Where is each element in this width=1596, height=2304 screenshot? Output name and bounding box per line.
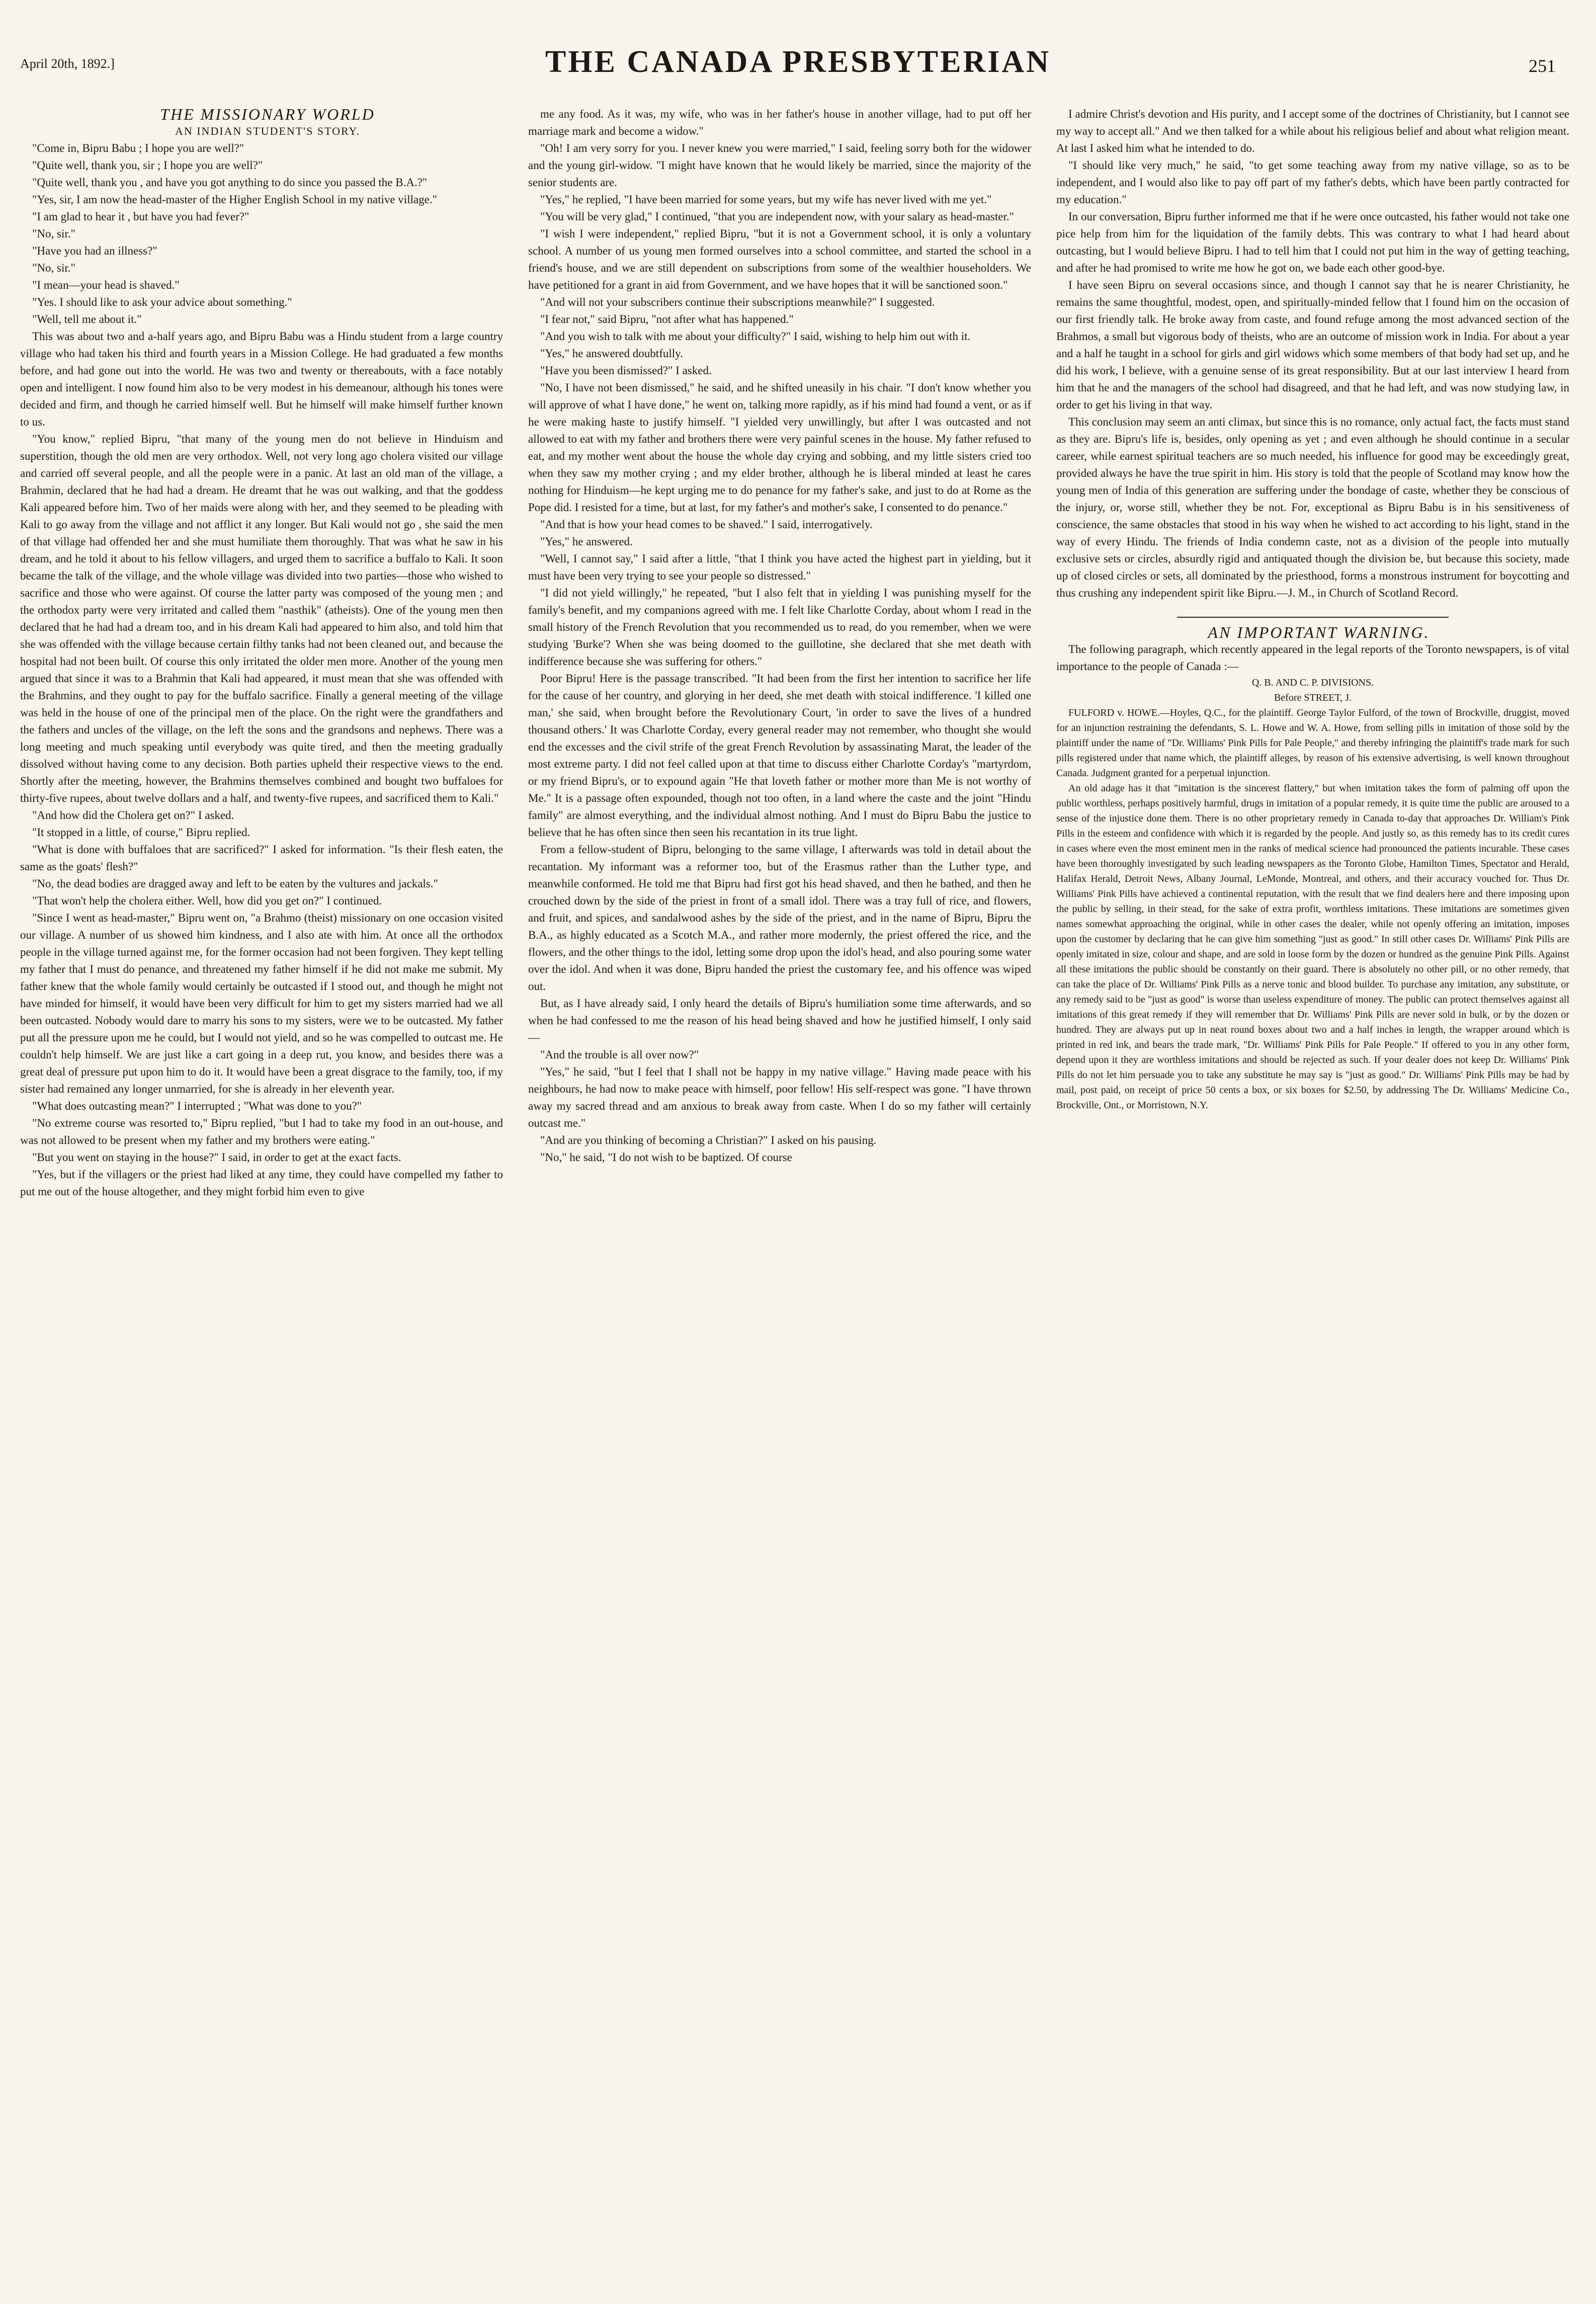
paragraph: "And that is how your head comes to be shaved." I said, interrogatively. [540, 518, 873, 531]
paragraph: "Yes," he answered. [540, 535, 633, 548]
paragraph: "Yes, but if the villagers or the priest had liked at any time, they could have compelled my father to put me out of the house altogether, and they might forbid him even to give [20, 1168, 503, 1198]
paragraph: "And you wish to talk with me about your difficulty?" I said, wishing to help him out with it. [540, 330, 971, 343]
section-title-important-warning: AN IMPORTANT WARNING. [1208, 623, 1430, 641]
paragraph: "I did not yield willingly," he repeated, "but I also felt that in yielding I was punishing myself for the family's benefit, and my companions agreed with me. I felt like Charlotte Corday, about whom I read in the small history of the French Revolution that you recommended us to read, do you remember, when we were studying 'Burke'? When she was being doomed to the guillotine, she declared that she met death with indifference because she was suffering for others." [528, 587, 1031, 668]
paragraph: "Since I went as head-master," Bipru went on, "a Brahmo (theist) missionary on one occasion visited our village. A number of us showed him kindness, and I also ate with him. At once all the orthodox people in the village turned against me, for the former occasion had not been forgiven. They kept telling my father that I must do penance, and threatened my father himself if he did not make me submit. My father knew that the whole family would certainly be outcasted if I stood out, and though he might not have minded for himself, it would have been very difficult for him to get my sisters married had we all been outcasted. Nobody would dare to marry his sons to my sisters, were we to be outcasted. My father put all the pressure upon me he could, but I would not yield, and so he was compelled to outcast me. He couldn't help himself. We are just like a cart going in a deep rut, you know, and besides there was a great deal of pressure put upon him to do it. It would have been a great disgrace to the family, too, if my sister had remained any longer unmarried, for she is already in her eleventh year. [20, 912, 503, 1095]
paragraph: "No extreme course was resorted to," Bipru replied, "but I had to take my food in an out-house, and was not allowed to be present when my father and my brothers were eating." [20, 1117, 503, 1146]
column-1 [20, 106, 503, 2284]
paragraph: "Quite well, thank you, sir ; I hope you are well?" [32, 159, 263, 172]
paragraph: "I fear not," said Bipru, "not after what has happened." [540, 313, 794, 325]
paragraph: "I wish I were independent," replied Bipru, "but it is not a Government school, it is only a voluntary school. A number of us young men formed ourselves into a school committee, and started the school in a friend's house, and we are still dependent on subscriptions from some of the wealthier householders. We have petitioned for a grant in aid from Government, and we have hopes that it will be sanctioned soon." [528, 227, 1031, 291]
masthead [20, 30, 1576, 80]
paragraph: "But you went on staying in the house?" I said, in order to get at the exact facts. [32, 1151, 401, 1164]
paragraph: "You will be very glad," I continued, "that you are independent now, with your salary as head-master." [540, 210, 1015, 223]
paragraph: "And how did the Cholera get on?" I asked. [32, 809, 234, 821]
paragraph: "I mean—your head is shaved." [32, 279, 180, 291]
paragraph: "Come in, Bipru Babu ; I hope you are well?" [32, 142, 244, 154]
paragraph: "You know," replied Bipru, "that many of the young men do not believe in Hinduism and superstition, though the old men are very orthodox. Well, not very long ago cholera visited our village and carried off several people, and all the people were in a panic. At last an old man of the village, a Brahmin, declared that he had had a dream. He dreamt that he was out walking, and that the goddess Kali appeared before him. Two of her maids were along with her, and they seemed to be pleading with Kali to go away from the village and not afflict it any longer. But Kali would not go , she said the men of that village had offended her and she must humiliate them thoroughly. That was what he saw in his dream, and he told it about to his fellow villagers, and urged them to sacrifice a buffalo to Kali. It soon became the talk of the village, and the whole village was divided into two parties—those who wished to sacrifice and those who were against. Of course the latter party was composed of the young men ; and the orthodox party were very irritated and called them "nasthik" (atheists). One of the young men then declared that he had had a dream too, and in his dream Kali had appeared to him also, and told him that she was offended with the village because certain filthy tanks had not been cleaned out, and because the hospital had not been built. Of course this only irritated the older men more. Another of the young men argued that since it was to a Brahmin that Kali had appeared, it must mean that she was offended with the Brahmins, and they ought to pay for the buffalo sacrifice. Finally a general meeting of the village was held in the house of one of the principal men of the place. On the right were the grandfathers and the fathers and uncles of the village, on the left the sons and the grandsons and nephews. There was a long meeting and much speaking until everybody was quite tired, and then the meeting gradually dissolved without having come to any decision. Both parties upheld their respective views to the end. Shortly after the meeting, however, the Brahmins themselves combined and bought two buffaloes for thirty-five rupees, about twelve dollars and a half, and twenty-five rupees, and sacrificed them to Kali." [20, 433, 503, 804]
paragraph: "Yes," he answered doubtfully. [540, 347, 683, 360]
paragraph: "Oh! I am very sorry for you. I never knew you were married," I said, feeling sorry both for the widower and the young girl-widow. "I might have known that he would likely be married, since the majority of the senior students are. [528, 142, 1031, 189]
paragraph: "It stopped in a little, of course," Bipru replied. [32, 826, 250, 839]
paragraph: In our conversation, Bipru further informed me that if he were once outcasted, his father would not take one pice help from him for the liquidation of the family debts. This was contrary to what I had heard about outcasting, but I would believe Bipru. I had to tell him that I could not put him in the way of getting teaching, and after he had promised to write me how he got on, we bade each other good-bye. [1056, 210, 1569, 274]
paragraph: "Yes," he said, "but I feel that I shall not be happy in my native village." Having made peace with his neighbours, he had now to make peace with himself, poor fellow! His self-respect was gone. "I have thrown away my sacred thread and am anxious to break away from caste. When I do so my father will certainly outcast me." [528, 1065, 1031, 1129]
section-divider [1177, 617, 1449, 618]
page-number: 251 [1529, 56, 1556, 76]
paragraph: Poor Bipru! Here is the passage transcribed. "It had been from the first her intention to sacrifice her life for the cause of her country, and glorying in her deed, she met death with stoical indifference. 'I killed one man,' she said, when brought before the Revolutionary Court, 'in order to save the lives of a hundred thousand others.' It was Charlotte Corday, every general reader may not remember, who thought she would end the excesses and the civil strife of the great French Revolution by assassinating Marat, the leader of the most extreme party. I did not feel called upon at that time to discuss either Charlotte Corday's "martyrdom, or my friend Bipru's, or to expound again "He that loveth father or mother more than Me is not worthy of Me." It is a passage often expounded, though not too often, in a land where the caste and the joint "Hindu family" are almost everything, and the individual almost nothing. And I must do Bipru Babu the justice to believe that he has often since then seen his recantation in its true light. [528, 672, 1031, 839]
paragraph: "Yes," he replied, "I have been married for some years, but my wife has never lived with me yet." [540, 193, 992, 206]
paragraph: "What does outcasting mean?" I interrupted ; "What was done to you?" [32, 1100, 362, 1112]
paragraph: "I am glad to hear it , but have you had fever?" [32, 210, 249, 223]
newspaper-title: THE CANADA PRESBYTERIAN [545, 45, 1051, 79]
paragraph: "No, I have not been dismissed," he said, and he shifted uneasily in his chair. "I don't know whether you will approve of what I have done," he went on, talking more rapidly, as if his mind had found a vent, or as if he were making haste to justify himself. "I yielded very unwillingly, but after I was outcasted and not allowed to eat with my father and brothers there were very painful scenes in the house. My father refused to eat, and my mother went about the house the whole day crying and sobbing, and my little sisters cried too when they saw my mother crying ; and my elder brother, although he is liberal minded at least he cares nothing for Hinduism—he kept urging me to do penance for my father's sake, and just to do at Rome as the Pope did. I resisted for a time, but at last, for my father's and mother's sake, I consented to do penance." [528, 381, 1031, 514]
paragraph: "Well, tell me about it." [32, 313, 142, 325]
paragraph: "No," he said, "I do not wish to be baptized. Of course [540, 1151, 792, 1164]
section-title-missionary-world: THE MISSIONARY WORLD [160, 106, 375, 123]
paragraph: "What is done with buffaloes that are sacrificed?" I asked for information. "Is their flesh eaten, the same as the goats' flesh?" [20, 843, 503, 873]
paragraph: This conclusion may seem an anti climax, but since this is no romance, only actual fact, the facts must stand as they are. Bipru's life is, besides, only opening as yet ; and even although he should continue in a secular career, while earnest spiritual teachers are so much needed, his influence for good may be exceedingly great, provided always he have the true spirit in him. His story is told that the people of Scotland may know how the young men of India of this generation are suffering under the bondage of caste, whether they be conscious of the injury, or, worse still, whether they be not. For, exceptional as Bipru Babu is in his sensitiveness of conscience, the same obstacles that stood in his way when he wished to act according to his light, stand in the way of every Hindu. The friends of India condemn caste, not as a division of the people into mutually exclusive sets or circles, absurdly rigid and antiquated though the division be, but because this society, made up of closed circles or sets, all dominated by the priesthood, forms a monstrous instrument for boycotting and thus crushing any independent spirit like Bipru.—J. M., in Church of Scotland Record. [1056, 416, 1569, 599]
column-1-body [20, 140, 503, 1200]
paragraph: "No, the dead bodies are dragged away and left to be eaten by the vultures and jackals." [32, 877, 438, 890]
story-title: AN INDIAN STUDENT'S STORY. [175, 125, 361, 137]
column-2 [528, 106, 1031, 2284]
column-3 [1056, 106, 1569, 2284]
paragraph: "Have you been dismissed?" I asked. [540, 364, 712, 377]
paragraph: I admire Christ's devotion and His purity, and I accept some of the doctrines of Christianity, but I cannot see my way to accept all." And we then talked for a while about his religious belief and about what religion meant. At last I asked him what he intended to do. [1056, 108, 1569, 154]
column-3-body [1056, 106, 1569, 602]
paragraph: "And are you thinking of becoming a Christian?" I asked on his pausing. [540, 1134, 877, 1146]
paragraph: "That won't help the cholera either. Well, how did you get on?" I continued. [32, 894, 382, 907]
paragraph: This was about two and a-half years ago, and Bipru Babu was a Hindu student from a large country village who had taken his third and fourth years in a Mission College. He had graduated a few months before, and had gone out into the world. He was two and twenty or thereabouts, with a face notably open and intelligent. I now found him also to be very modest in his demeanour, although his tones were decided and firm, and though he carried himself well. But he himself will make himself further known to us. [20, 330, 503, 428]
paragraph: "No, sir." [32, 227, 75, 240]
paragraph: me any food. As it was, my wife, who was in her father's house in another village, had to put off her marriage mark and become a widow." [528, 108, 1031, 137]
paragraph: I have seen Bipru on several occasions since, and though I cannot say that he is nearer Christianity, he remains the same thoughtful, modest, open, and spiritually-minded fellow that I found him on the occasion of our first friendly talk. He broke away from caste, and found refuge among the most advanced section of the Brahmos, a small but vigorous body of theists, who are an outcome of mission work in India. For about a year and a half he taught in a school for girls and girl widows which some members of that body had set up, and he did his work, I believe, with a genuine sense of its great responsibility. But at our last interview I heard from him that he and the managers of the school had disagreed, and that he had left, and was now studying law, in order to get his living in that way. [1056, 279, 1569, 411]
paragraph: "Quite well, thank you , and have you got anything to do since you passed the B.A.?" [32, 176, 428, 189]
paragraph: An old adage has it that "imitation is the sincerest flattery," but when imitation takes the form of palming off upon the public worthless, perhaps positively harmful, drugs in imitation of a popular remedy, it is quite time the public are aroused to a sense of the injustice done them. There is no other proprietary remedy in Canada to-day that approaches Dr. William's Pink Pills in the esteem and confidence with which it is regarded by the people. And justly so, as this remedy has to its credit cures in cases where even the most eminent men in the ranks of medical science had pronounced the patients incurable. These cases have been thoroughly investigated by such leading newspapers as the Toronto Globe, Hamilton Times, Spectator and Herald, Halifax Herald, Detroit News, Albany Journal, LeMonde, Montreal, and others, and their accuracy vouched for. Thus Dr. Williams' Pink Pills have achieved a continental reputation, with the result that we find dealers here and there imposing upon the public by selling, in their stead, for the sake of extra profit, worthless imitations. These imitations are sometimes given names somewhat approaching the original, while in other cases the dealer, while not openly offering an imitation, imposes upon the customer by declaring that he can give him something "just as good." In still other cases Dr. Williams' Pink Pills are openly imitated in size, colour and shape, and are sold in loose form by the dozen or hundred as the genuine Pink Pills. Against all these imitations the public should be constantly on their guard. There is absolutely no other pill, or no other remedy, that can take the place of Dr. Williams' Pink Pills as a nerve tonic and blood builder. To purchase any imitation, any substitute, or any remedy said to be "just as good" is worse than useless expenditure of money. The public can protect themselves against all imitations of this great remedy if they will remember that Dr. Williams' Pink Pills are never sold in bulk, or by the dozen or hundred. They are always put up in neat round boxes about two and a half inches in length, the wrapper around which is printed in red ink, and bears the trade mark, "Dr. Williams' Pink Pills for Pale People." If offered to you in any other form, depend upon it they are worthless imitations and should be rejected as such. If your dealer does not keep Dr. Williams' Pink Pills do not let him persuade you to take any substitute he may say is "just as good." Dr. Williams' Pink Pills may be had by mail, post paid, on receipt of price 50 cents a box, or six boxes for $2.50, by addressing The Dr. Williams' Medicine Co., Brockville, Ont., or Morristown, N.Y. [1056, 783, 1569, 1111]
court-division: Q. B. AND C. P. DIVISIONS. [1251, 677, 1374, 688]
warning-body [1056, 781, 1569, 1113]
paragraph: "Yes. I should like to ask your advice about something." [32, 296, 292, 308]
paragraph: "And the trouble is all over now?" [540, 1048, 699, 1061]
paragraph: "No, sir." [32, 262, 75, 274]
warning-intro: The following paragraph, which recently appeared in the legal reports of the Toronto newspapers, is of vital importance to the people of Canada :— [1056, 643, 1569, 673]
paragraph: But, as I have already said, I only heard the details of Bipru's humiliation some time afterwards, and so when he had confessed to me the reason of his head being shaved and how he justified himself, I only said— [528, 997, 1031, 1044]
paragraph: "I should like very much," he said, "to get some teaching away from my native village, so as to be independent, and I would also like to pay off part of my father's debts, which have been partly contracted for my education." [1056, 159, 1569, 206]
paragraph: "Well, I cannot say," I said after a little, "that I think you have acted the highest part in yielding, but it must have been very trying to see your people so distressed." [528, 552, 1031, 582]
paragraph: "Have you had an illness?" [32, 244, 157, 257]
legal-report: FULFORD v. HOWE.—Hoyles, Q.C., for the plaintiff. George Taylor Fulford, of the town of Brockville, druggist, moved for an injunction restraining the defendants, S. L. Howe and W. A. Howe, from selling pills in imitation of those sold by the plaintiff under the name of "Dr. Williams' Pink Pills for Pale People," and thereby infringing the plaintiff's trade mark for such pills registered under that name which, the plaintiff alleges, by reason of his extensive advertising, is well known throughout Canada. Judgment granted for a perpetual injunction. [1056, 707, 1569, 779]
paragraph: "Yes, sir, I am now the head-master of the Higher English School in my native village." [32, 193, 438, 206]
court-judge: Before STREET, J. [1274, 692, 1352, 703]
paragraph: "And will not your subscribers continue their subscriptions meanwhile?" I suggested. [540, 296, 935, 308]
paragraph: From a fellow-student of Bipru, belonging to the same village, I afterwards was told in detail about the recantation. My informant was a reformer too, but of the Erasmus rather than the Luther type, and meanwhile conformed. He told me that Bipru had first got his head shaved, and then he bathed, and then he crouched down by the side of the priest in front of a small idol. There was a tray full of rice, and flowers, and fruit, and spices, and sandalwood ashes by the side of the priest, and in the name of Bipru, Bipru the B.A., as highly educated as a Scotch M.A., and rather more modernly, the priest offered the rice, and the flowers, and the other things to the idol, letting some drop upon the idol's head, and also pouring some water over the idol. And when it was done, Bipru handed the priest the customary fee, and his offence was wiped out. [528, 843, 1031, 993]
column-2-body [528, 106, 1031, 1166]
issue-date: April 20th, 1892.] [20, 56, 115, 71]
